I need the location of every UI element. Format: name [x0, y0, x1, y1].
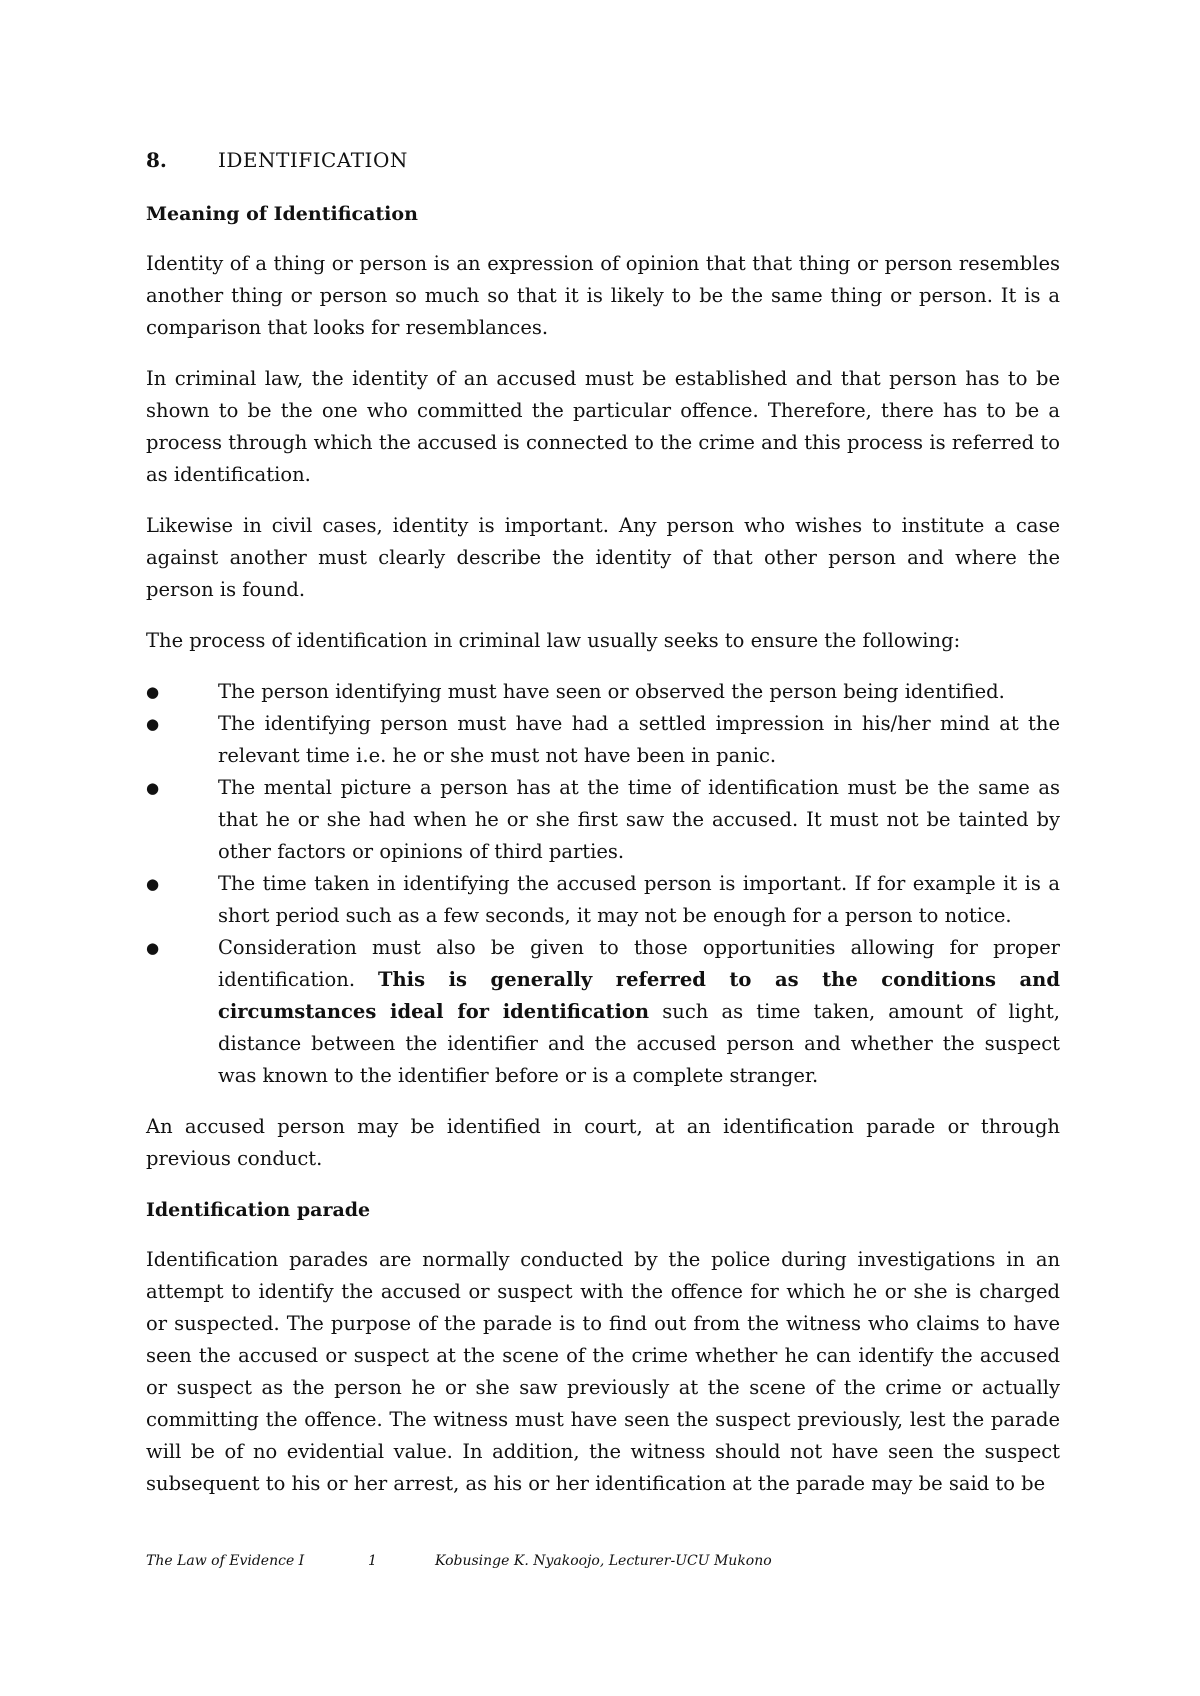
section-heading — [146, 146, 408, 174]
bullet-item — [146, 868, 1060, 932]
bullet-text-bold: This is generally referred to as the conditions and circumstances ideal for identification — [218, 968, 1060, 1023]
bullet-item — [146, 932, 1060, 1092]
bullet-text-before: Consideration must also be given to those opportunities allowing for proper identification. — [218, 936, 1060, 991]
subheading-meaning: Meaning of Identification — [146, 203, 418, 225]
footer-author: Kobusinge K. Nyakoojo, Lecturer-UCU Mukono — [435, 1553, 772, 1569]
bullet-icon: ● — [146, 875, 160, 893]
bullet-text: The time taken in identifying the accused person is important. If for example it is a short period such as a few seconds, it may not be enough for a person to notice. — [218, 872, 1060, 927]
section-title: IDENTIFICATION — [218, 148, 408, 172]
footer-course-title: The Law of Evidence I — [146, 1553, 305, 1569]
bullet-icon: ● — [146, 939, 160, 957]
paragraph-identification-methods: An accused person may be identified in court, at an identification parade or through previous conduct. — [146, 1115, 1060, 1170]
paragraph-process-intro: The process of identification in criminal law usually seeks to ensure the following: — [146, 629, 961, 652]
bullet-icon: ● — [146, 683, 160, 701]
paragraph-identity-definition: Identity of a thing or person is an expression of opinion that that thing or person resembles another thing or person so much so that it is likely to be the same thing or person. It is a comparison that looks for resemblances. — [146, 252, 1060, 339]
paragraph-parade: Identification parades are normally conducted by the police during investigations in an attempt to identify the accused or suspect with the offence for which he or she is charged or suspected. The purpose of the parade is to find out from the witness who claims to have seen the accused or suspect at the scene of the crime whether he can identify the accused or suspect as the person he or she saw previously at the scene of the crime or actually committing the offence. The witness must have seen the suspect previously, lest the parade will be of no evidential value. In addition, the witness should not have seen the suspect subsequent to his or her arrest, as his or her identification at the parade may be said to be — [146, 1248, 1060, 1495]
bullet-text: The identifying person must have had a settled impression in his/her mind at the relevant time i.e. he or she must not have been in panic. — [218, 712, 1060, 767]
bullet-text: The mental picture a person has at the time of identification must be the same as that he or she had when he or she first saw the accused. It must not be tainted by other factors or opinions of third parties. — [218, 776, 1060, 863]
bullet-item — [146, 676, 1060, 708]
subheading-parade: Identification parade — [146, 1199, 371, 1221]
bullet-item — [146, 772, 1060, 868]
document-page — [146, 0, 1060, 1696]
bullet-icon: ● — [146, 779, 160, 797]
section-number: 8. — [146, 148, 167, 172]
bullet-list — [146, 676, 1060, 1092]
bullet-text: The person identifying must have seen or observed the person being identified. — [218, 680, 1005, 703]
paragraph-civil-cases: Likewise in civil cases, identity is important. Any person who wishes to institute a case against another must clearly describe the identity of that other person and where the person is found. — [146, 514, 1060, 601]
footer-page-number: 1 — [368, 1553, 377, 1569]
document-body — [146, 198, 1060, 1519]
bullet-text-after: such as time taken, amount of light, distance between the identifier and the accused person and whether the suspect was known to the identifier before or is a complete stranger. — [218, 1000, 1060, 1087]
bullet-item — [146, 708, 1060, 772]
paragraph-criminal-law: In criminal law, the identity of an accused must be established and that person has to be shown to be the one who committed the particular offence. Therefore, there has to be a process through which the accused is connected to the crime and this process is referred to as identification. — [146, 367, 1060, 486]
bullet-icon: ● — [146, 715, 160, 733]
